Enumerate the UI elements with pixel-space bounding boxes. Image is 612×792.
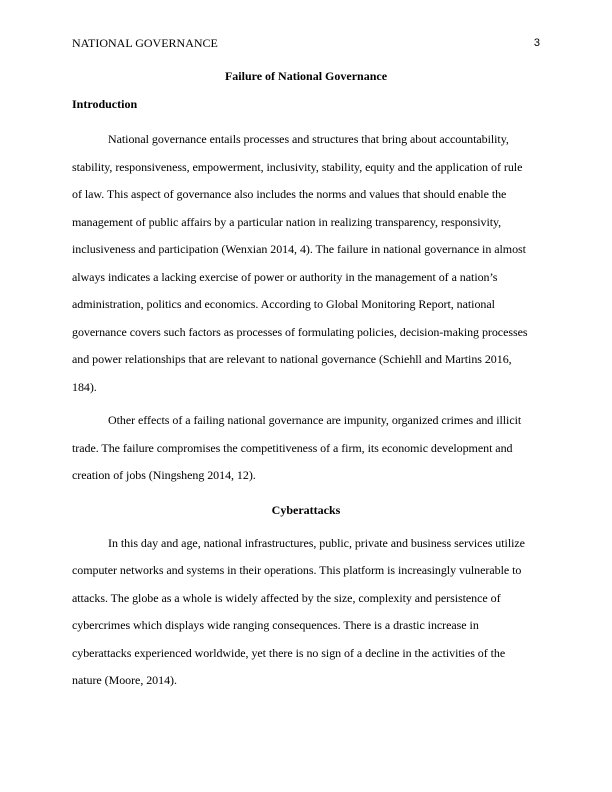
paragraph-line: cybercrimes which displays wide ranging consequences. There is a drastic increase in <box>72 618 479 632</box>
paragraph-line: administration, politics and economics. According to Global Monitoring Report, national <box>72 297 495 311</box>
running-head: NATIONAL GOVERNANCE <box>72 36 218 50</box>
paragraph-line: In this day and age, national infrastructures, public, private and business services utilize <box>108 535 525 550</box>
paragraph-cyberattacks-1 <box>72 530 540 695</box>
paragraph-line: trade. The failure compromises the competitiveness of a firm, its economic development and <box>72 440 513 455</box>
paragraph-line: of law. This aspect of governance also includes the norms and values that should enable the <box>72 187 507 201</box>
paragraph-line: Other effects of a failing national governance are impunity, organized crimes and illicit <box>108 413 522 427</box>
paragraph-line: always indicates a lacking exercise of power or authority in the management of a nation’s <box>72 269 498 284</box>
document-title: Failure of National Governance <box>224 69 388 83</box>
paragraph-line: nature (Moore, 2014). <box>72 673 177 687</box>
paragraph-line: and power relationships that are relevant to national governance (Schiehll and Martins 2016, <box>72 352 512 366</box>
cyberattacks-heading: Cyberattacks <box>271 502 341 517</box>
paragraph-line: creation of jobs (Ningsheng 2014, 12). <box>72 468 256 482</box>
paragraph-introduction-2 <box>72 407 540 490</box>
paragraph-line: inclusiveness and participation (Wenxian 2014, 4). The failure in national governance in almost <box>72 242 526 256</box>
paragraph-line: National governance entails processes and structures that bring about accountability, <box>108 132 509 146</box>
paragraph-line: governance covers such factors as processes of formulating policies, decision-making processes <box>72 324 528 339</box>
paragraph-line: computer networks and systems in their operations. This platform is increasingly vulnerable to <box>72 563 522 577</box>
document-body <box>72 62 540 695</box>
paragraph-line: cyberattacks experienced worldwide, yet there is no sign of a decline in the activities of the <box>72 645 506 660</box>
page-number: 3 <box>533 37 540 49</box>
paragraph-line: management of public affairs by a particular nation in realizing transparency, responsivity, <box>72 214 502 229</box>
paragraph-line: stability, responsiveness, empowerment, inclusivity, stability, equity and the application of rule <box>72 159 523 174</box>
introduction-heading: Introduction <box>72 97 138 111</box>
paragraph-line: attacks. The globe as a whole is widely affected by the size, complexity and persistence of <box>72 590 501 605</box>
paragraph-introduction-1 <box>72 126 540 401</box>
paragraph-line: 184). <box>72 379 97 394</box>
